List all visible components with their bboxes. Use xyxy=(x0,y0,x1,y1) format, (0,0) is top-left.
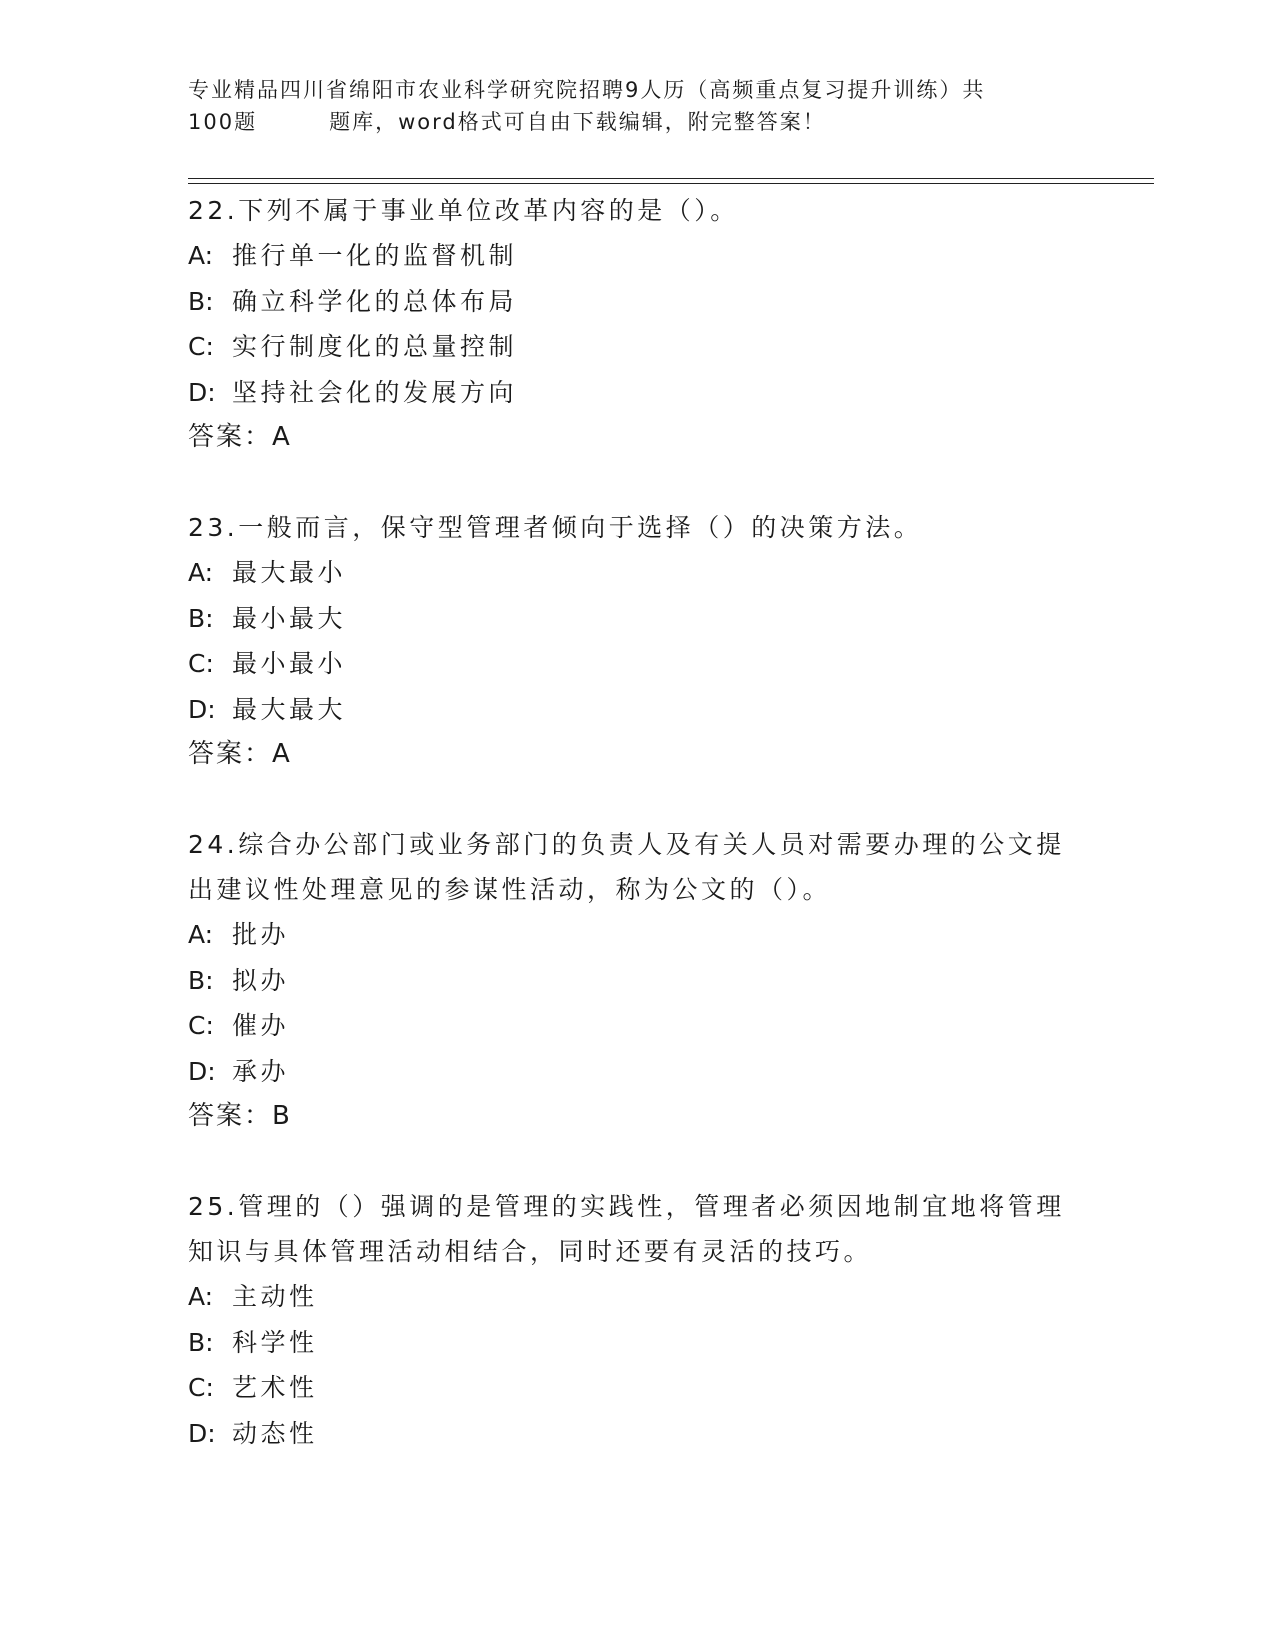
option-a xyxy=(188,912,1088,958)
question-text: 22.下列不属于事业单位改革内容的是（）。 xyxy=(188,196,739,225)
option-a xyxy=(188,550,1088,596)
answer: 答案：A xyxy=(188,739,292,769)
option-d xyxy=(188,1049,1088,1095)
header-title-line1: 专业精品四川省绵阳市农业科学研究院招聘9人历（高频重点复习提升训练）共 xyxy=(188,78,986,102)
option-label: D: xyxy=(188,1056,216,1086)
option-label: A: xyxy=(188,241,214,270)
option-c xyxy=(188,1365,1088,1411)
question-24 xyxy=(188,822,1088,1139)
option-text: 最大最大 xyxy=(232,694,347,724)
option-c xyxy=(188,324,1088,370)
option-label: C: xyxy=(188,1011,214,1040)
option-b xyxy=(188,596,1088,642)
option-text: 承办 xyxy=(232,1056,290,1086)
option-label: C: xyxy=(188,1373,214,1402)
header-question-count: 100题 xyxy=(188,110,258,134)
option-a xyxy=(188,233,1088,279)
answer: 答案：B xyxy=(188,1101,292,1131)
option-label: D: xyxy=(188,1418,216,1448)
question-23 xyxy=(188,505,1088,777)
option-d xyxy=(188,370,1088,416)
question-22 xyxy=(188,188,1088,460)
option-label: B: xyxy=(188,603,214,633)
question-text: 23.一般而言，保守型管理者倾向于选择（）的决策方法。 xyxy=(188,513,923,542)
document-header xyxy=(188,74,1068,138)
header-divider-bottom xyxy=(188,183,1154,184)
option-text: 实行制度化的总量控制 xyxy=(232,332,518,361)
option-text: 科学性 xyxy=(232,1327,318,1357)
option-b xyxy=(188,279,1088,325)
header-title-line2 xyxy=(188,106,1068,138)
option-b xyxy=(188,958,1088,1004)
header-description: 题库，word格式可自由下载编辑，附完整答案！ xyxy=(329,110,826,134)
option-text: 推行单一化的监督机制 xyxy=(232,241,518,270)
option-text: 拟办 xyxy=(232,965,290,995)
option-text: 最小最大 xyxy=(232,603,347,633)
option-label: B: xyxy=(188,286,214,316)
option-text: 批办 xyxy=(232,920,290,949)
option-label: A: xyxy=(188,1282,214,1311)
option-b xyxy=(188,1320,1088,1366)
option-text: 确立科学化的总体布局 xyxy=(232,286,518,316)
option-c xyxy=(188,1003,1088,1049)
answer: 答案：A xyxy=(188,422,292,452)
option-label: D: xyxy=(188,377,216,407)
question-list xyxy=(188,188,1088,1501)
option-text: 最小最小 xyxy=(232,649,347,678)
option-label: A: xyxy=(188,920,214,949)
option-d xyxy=(188,687,1088,733)
option-c xyxy=(188,641,1088,687)
option-a xyxy=(188,1274,1088,1320)
option-text: 主动性 xyxy=(232,1282,318,1311)
option-label: B: xyxy=(188,1327,214,1357)
question-text: 25.管理的（）强调的是管理的实践性，管理者必须因地制宜地将管理知识与具体管理活动相结合，同时还要有灵活的技巧。 xyxy=(188,1192,1065,1266)
option-text: 艺术性 xyxy=(232,1373,318,1402)
header-divider-top xyxy=(188,178,1154,179)
question-25 xyxy=(188,1184,1088,1456)
question-text: 24.综合办公部门或业务部门的负责人及有关人员对需要办理的公文提出建议性处理意见的参谋性活动，称为公文的（）。 xyxy=(188,830,1065,904)
option-text: 催办 xyxy=(232,1011,290,1040)
option-text: 最大最小 xyxy=(232,558,347,587)
option-text: 动态性 xyxy=(232,1418,318,1448)
option-label: C: xyxy=(188,332,214,361)
option-text: 坚持社会化的发展方向 xyxy=(232,377,518,407)
option-d xyxy=(188,1411,1088,1457)
option-label: C: xyxy=(188,649,214,678)
option-label: D: xyxy=(188,694,216,724)
option-label: A: xyxy=(188,558,214,587)
option-label: B: xyxy=(188,965,214,995)
